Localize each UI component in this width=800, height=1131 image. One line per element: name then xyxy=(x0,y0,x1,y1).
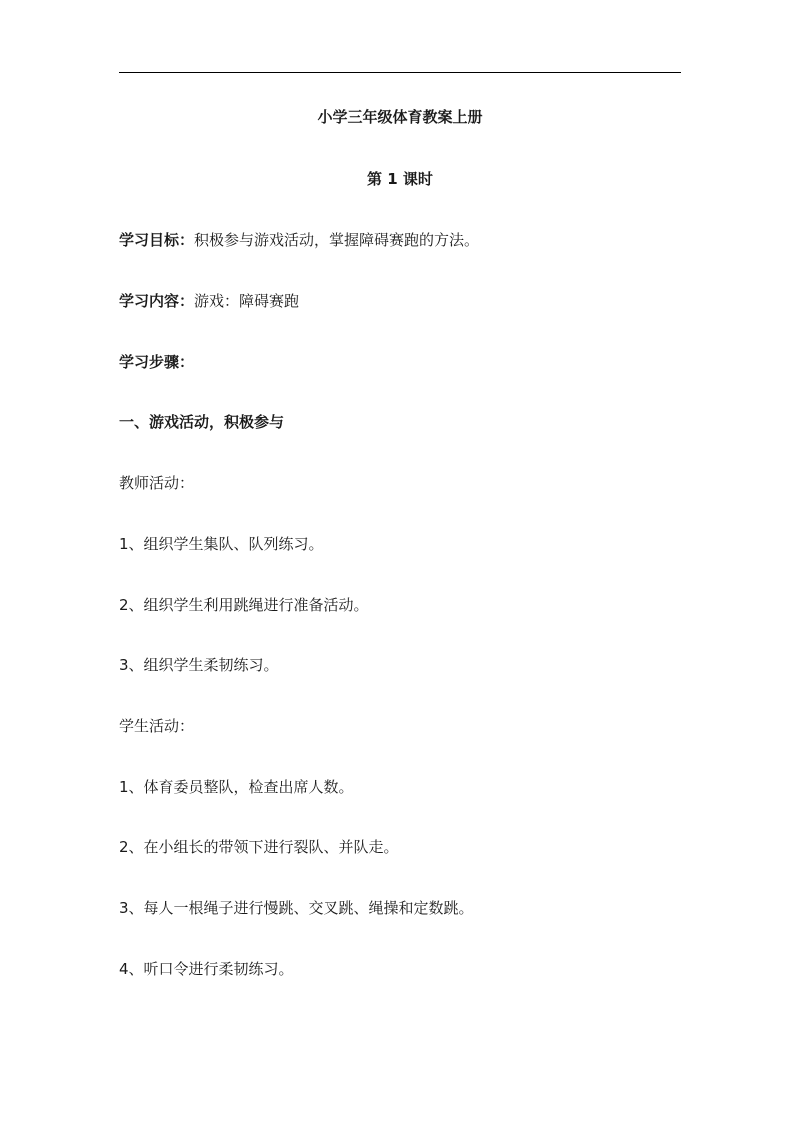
learning-content xyxy=(119,291,299,311)
learning-content-label: 学习内容： xyxy=(119,292,195,310)
learning-goal-text: 积极参与游戏活动，掌握障碍赛跑的方法。 xyxy=(194,231,480,249)
student-activity-heading: 学生活动： xyxy=(119,717,195,735)
document-title: 小学三年级体育教案上册 xyxy=(317,108,483,126)
learning-content-text: 游戏：障碍赛跑 xyxy=(194,292,300,310)
student-activity-item: 2、在小组长的带领下进行裂队、并队走。 xyxy=(119,838,399,856)
teacher-activity-heading: 教师活动： xyxy=(119,474,195,492)
learning-goal xyxy=(119,230,479,250)
student-activity-item: 3、每人一根绳子进行慢跳、交叉跳、绳操和定数跳。 xyxy=(119,899,474,917)
header-rule xyxy=(119,72,681,73)
lesson-number: 第 1 课时 xyxy=(367,170,433,188)
teacher-activity-item: 1、组织学生集队、队列练习。 xyxy=(119,535,324,553)
section-heading: 一、游戏活动，积极参与 xyxy=(119,413,285,431)
learning-goal-label: 学习目标： xyxy=(119,231,195,249)
learning-steps-label: 学习步骤： xyxy=(119,353,195,371)
student-activity-item: 1、体育委员整队，检查出席人数。 xyxy=(119,778,354,796)
teacher-activity-item: 3、组织学生柔韧练习。 xyxy=(119,656,279,674)
teacher-activity-item: 2、组织学生利用跳绳进行准备活动。 xyxy=(119,596,369,614)
student-activity-item: 4、听口令进行柔韧练习。 xyxy=(119,960,294,978)
